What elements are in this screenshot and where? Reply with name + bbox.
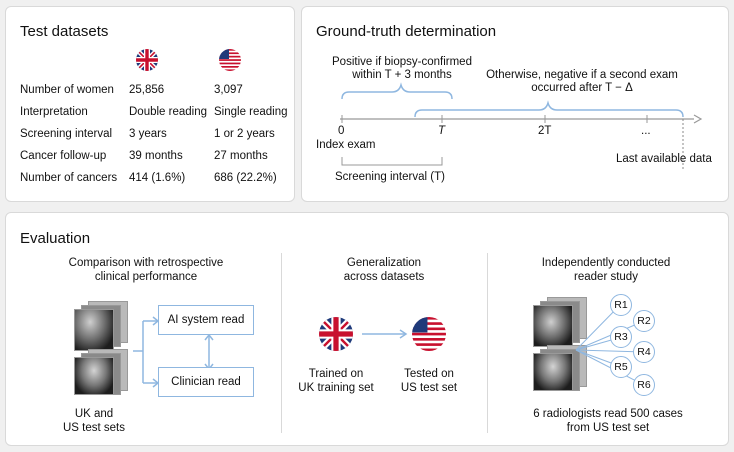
ground-truth-title: Ground-truth determination xyxy=(316,23,497,40)
reader-r6: R6 xyxy=(633,374,655,396)
ai-system-read-label: AI system read xyxy=(167,314,245,326)
positive-label-line1: Positive if biopsy-confirmed xyxy=(332,56,472,68)
tested-on-line2: US test set xyxy=(400,382,458,394)
row-uk-interpretation: Double reading xyxy=(129,106,208,118)
uk-us-line1: UK and xyxy=(74,408,114,420)
uk-flag-icon xyxy=(136,49,158,71)
uk-flag-icon xyxy=(319,317,353,351)
tick-label-0: 0 xyxy=(338,125,345,137)
timeline-arrowhead xyxy=(694,115,701,123)
tested-on-line1: Tested on xyxy=(404,368,454,380)
us-flag-icon xyxy=(412,317,446,351)
comparison-title-line1: Comparison with retrospective xyxy=(68,257,224,269)
row-uk-cancers: 414 (1.6%) xyxy=(129,172,186,184)
us-flag-icon xyxy=(219,49,241,71)
comparison-title-line2: clinical performance xyxy=(94,271,198,283)
column-divider-2 xyxy=(487,253,488,433)
ai-system-read-box xyxy=(158,305,254,335)
tick-label-t: T xyxy=(438,125,446,137)
row-uk-followup: 39 months xyxy=(129,150,183,162)
reader-r5: R5 xyxy=(610,356,632,378)
evaluation-panel xyxy=(5,212,729,446)
negative-label-line1: Otherwise, negative if a second exam xyxy=(486,69,678,81)
generalization-arrow xyxy=(362,329,412,339)
reader-r3: R3 xyxy=(610,326,632,348)
trained-on-line1: Trained on xyxy=(308,368,364,380)
ground-truth-panel xyxy=(301,6,729,202)
reader-r2: R2 xyxy=(633,310,655,332)
row-us-interpretation: Single reading xyxy=(214,106,288,118)
reader-caption-line2: from US test set xyxy=(566,422,650,434)
row-uk-women: 25,856 xyxy=(129,84,165,96)
screening-interval-bracket xyxy=(342,157,442,165)
row-us-interval: 1 or 2 years xyxy=(214,128,275,140)
generalization-title-line1: Generalization xyxy=(346,257,422,269)
row-uk-interval: 3 years xyxy=(129,128,167,140)
index-exam-label: Index exam xyxy=(316,139,376,151)
uk-us-line2: US test sets xyxy=(63,422,125,434)
clinician-read-box xyxy=(158,367,254,397)
last-available-label: Last available data xyxy=(616,153,712,165)
evaluation-title: Evaluation xyxy=(20,230,91,247)
row-label-interval: Screening interval xyxy=(20,128,113,140)
generalization-title-line2: across datasets xyxy=(343,271,425,283)
reader-r1: R1 xyxy=(610,294,632,316)
row-label-interpretation: Interpretation xyxy=(20,106,88,118)
negative-brace xyxy=(415,103,683,117)
tick-label-dots: ... xyxy=(641,125,651,137)
tick-label-2t: 2T xyxy=(538,125,552,137)
test-datasets-title: Test datasets xyxy=(20,23,109,40)
trained-on-line2: UK training set xyxy=(298,382,374,394)
negative-label-line2: occurred after T − Δ xyxy=(531,82,633,94)
row-us-women: 3,097 xyxy=(214,84,243,96)
screening-interval-label: Screening interval (T) xyxy=(335,171,445,183)
row-us-cancers: 686 (22.2%) xyxy=(214,172,277,184)
row-label-followup: Cancer follow-up xyxy=(20,150,107,162)
column-divider-1 xyxy=(281,253,282,433)
reader-caption-line1: 6 radiologists read 500 cases xyxy=(533,408,683,420)
test-datasets-panel xyxy=(5,6,295,202)
reader-study-title-line2: reader study xyxy=(574,271,638,283)
clinician-read-label: Clinician read xyxy=(171,376,241,388)
row-label-cancers: Number of cancers xyxy=(20,172,118,184)
positive-label-line2: within T + 3 months xyxy=(352,69,452,81)
reader-study-title-line1: Independently conducted xyxy=(541,257,671,269)
row-label-women: Number of women xyxy=(20,84,114,96)
reader-r4: R4 xyxy=(633,341,655,363)
positive-brace xyxy=(342,85,452,99)
row-us-followup: 27 months xyxy=(214,150,268,162)
